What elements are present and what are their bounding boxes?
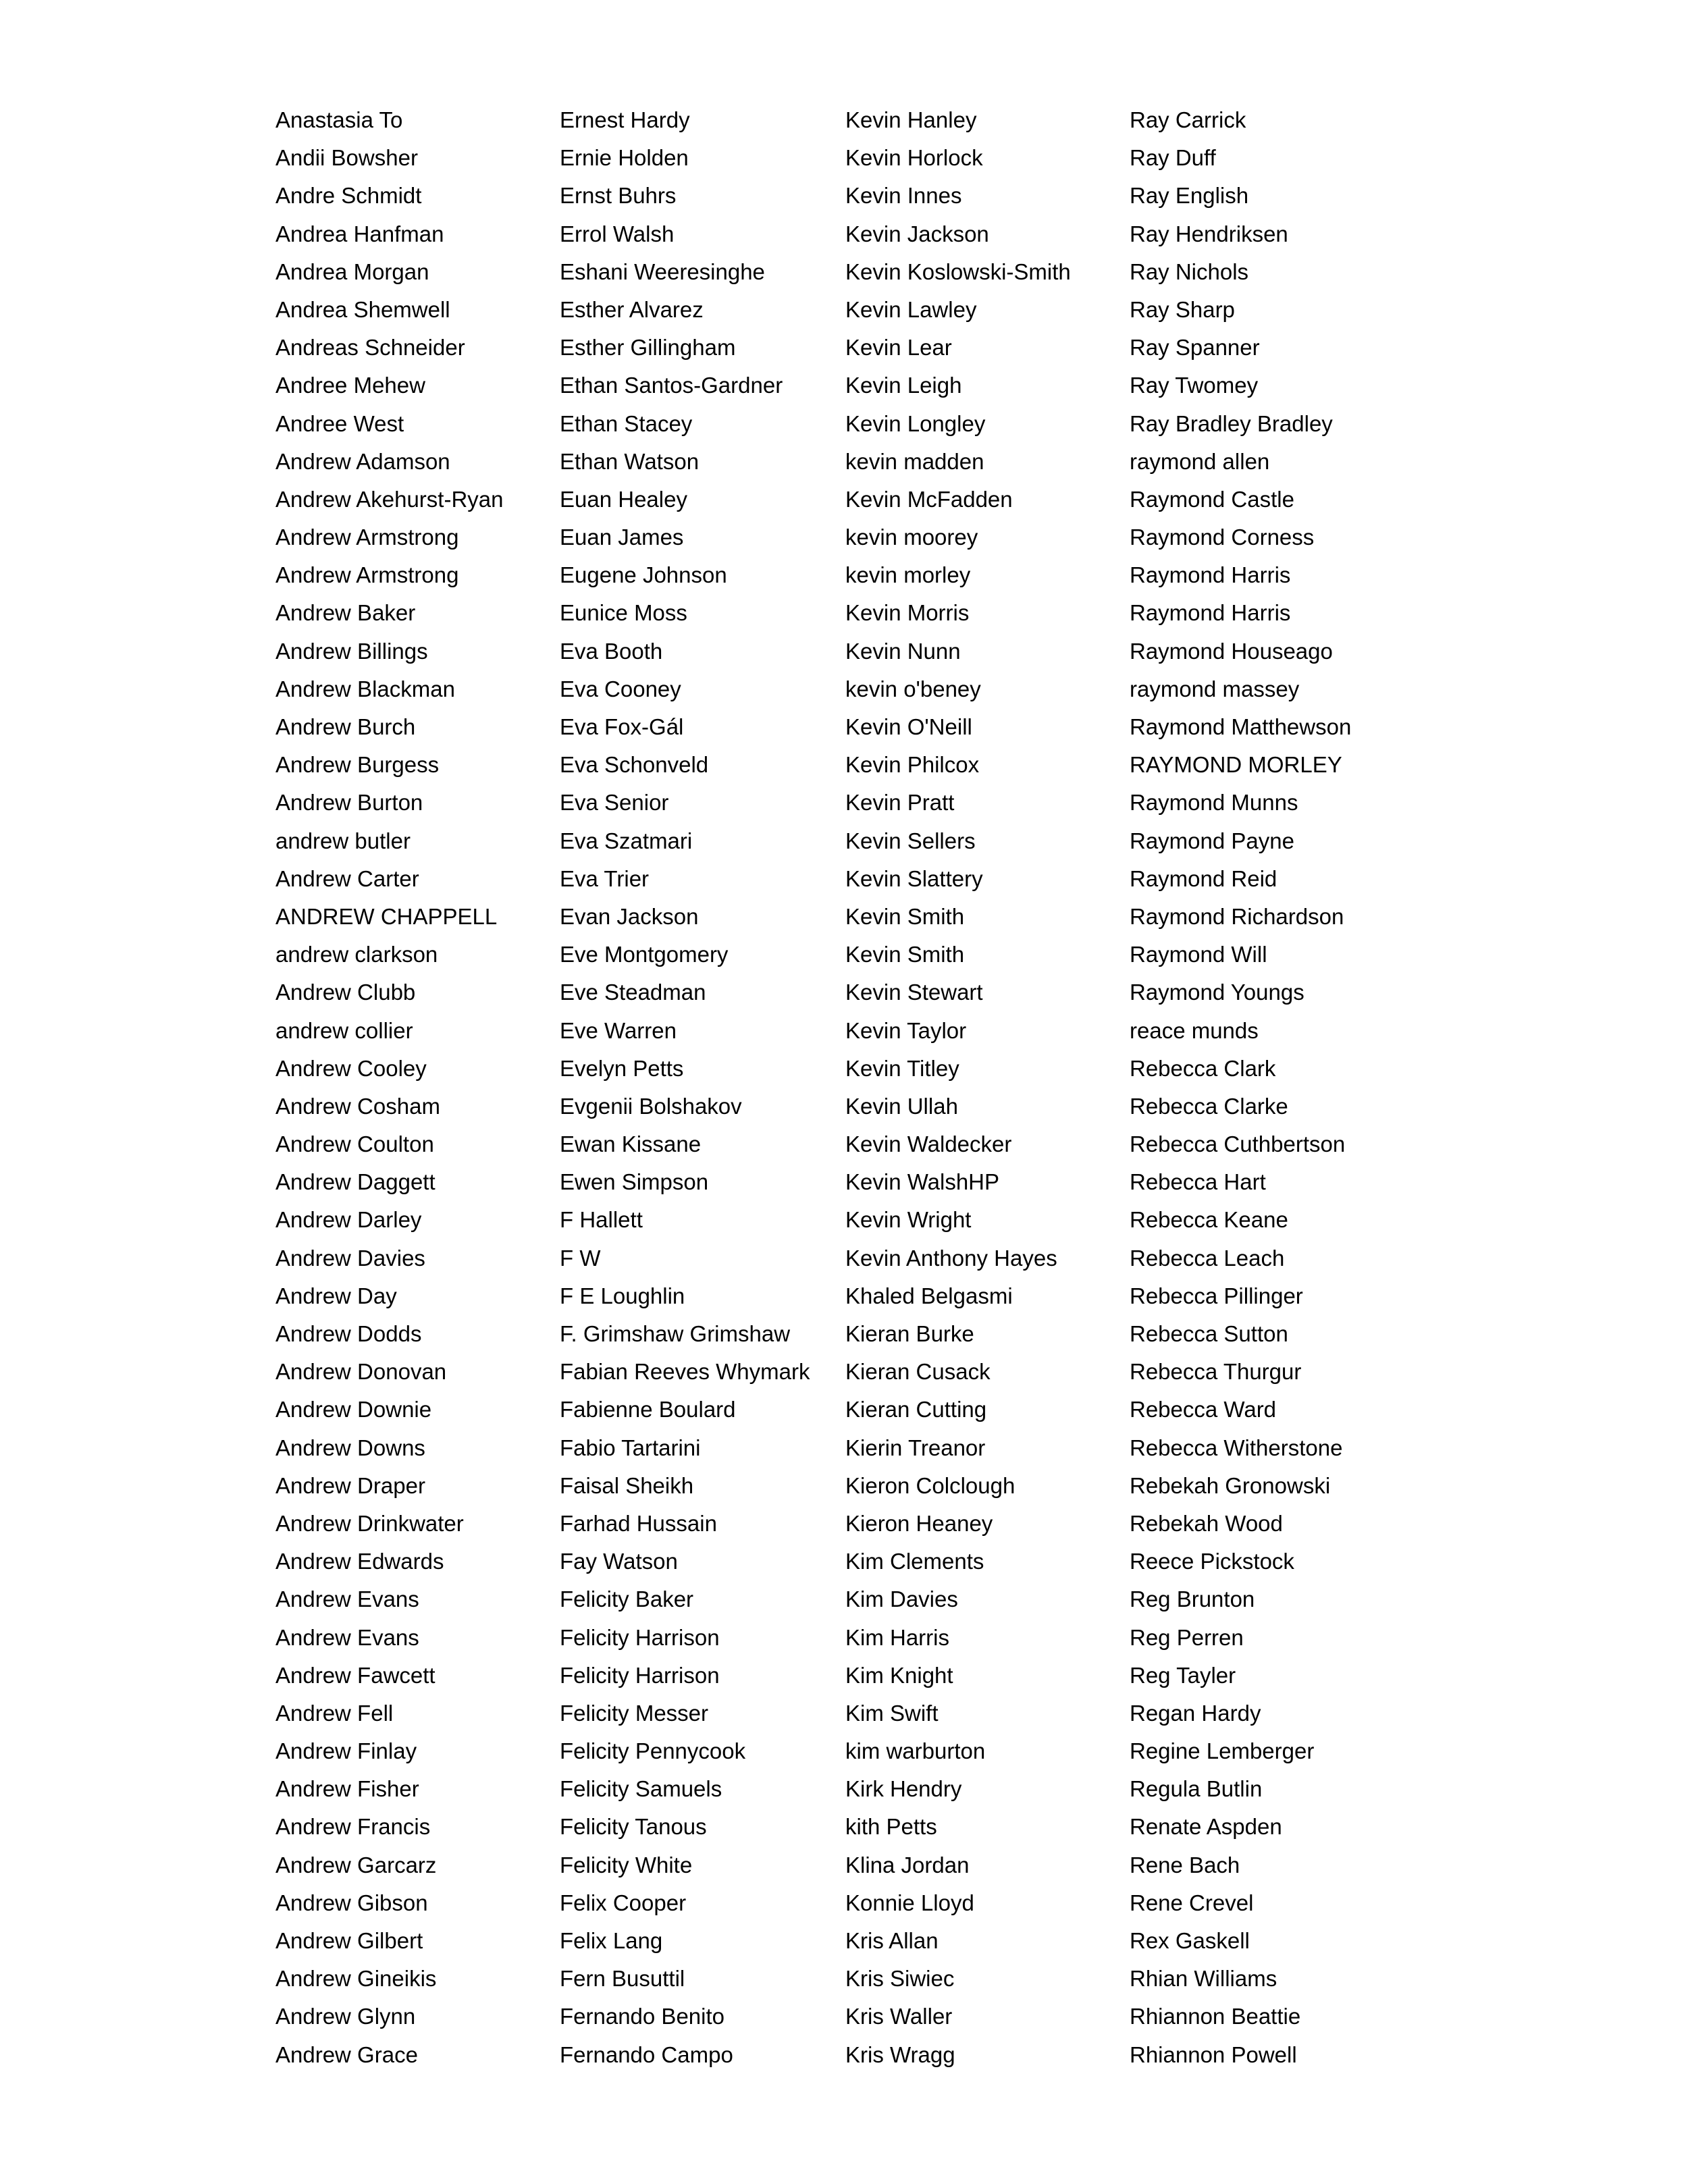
name-entry: Kevin Titley [845, 1055, 959, 1081]
name-entry: Eva Schonveld [560, 752, 709, 778]
name-entry: andrew collier [275, 1017, 413, 1043]
name-entry: Faisal Sheikh [560, 1472, 694, 1498]
name-entry: Kim Clements [845, 1549, 984, 1574]
name-entry: F Hallett [560, 1207, 643, 1233]
name-entry: Kevin Innes [845, 183, 962, 209]
name-column-1 [275, 101, 559, 2074]
name-entry: F W [560, 1245, 601, 1271]
name-entry: Eva Fox-Gál [560, 714, 684, 739]
name-entry: Kevin Morris [845, 600, 970, 626]
name-entry: reace munds [1130, 1017, 1259, 1043]
name-entry: Andrea Shemwell [275, 296, 450, 322]
name-entry: Ray Twomey [1130, 373, 1259, 398]
name-entry: Andrew Cooley [275, 1055, 427, 1081]
name-entry: Kevin Anthony Hayes [845, 1245, 1057, 1271]
name-entry: Felicity Baker [560, 1587, 694, 1612]
name-entry: Ray English [1130, 183, 1249, 209]
name-entry: Evelyn Petts [560, 1055, 684, 1081]
name-entry: Euan James [560, 525, 684, 550]
name-entry: Errol Walsh [560, 221, 675, 246]
name-entry: kevin moorey [845, 525, 978, 550]
name-entry: Andrew Edwards [275, 1549, 444, 1574]
name-entry: Felix Lang [560, 1928, 663, 1953]
name-entry: Raymond Houseago [1130, 638, 1333, 664]
name-entry: Klina Jordan [845, 1852, 970, 1877]
name-entry: Ray Duff [1130, 145, 1216, 171]
name-entry: Euan Healey [560, 486, 687, 512]
name-entry: Andrew Armstrong [275, 562, 459, 588]
name-entry: Felicity Messer [560, 1700, 709, 1726]
name-entry: Ewan Kissane [560, 1131, 702, 1157]
name-entry: Kevin Koslowski-Smith [845, 259, 1071, 284]
name-entry: Andrew Baker [275, 600, 416, 626]
name-entry: Andrew Darley [275, 1207, 422, 1233]
name-entry: Eugene Johnson [560, 562, 727, 588]
name-entry: Rene Bach [1130, 1852, 1240, 1877]
name-entry: Andrew Gilbert [275, 1928, 423, 1953]
name-entry: Rene Crevel [1130, 1890, 1254, 1915]
name-entry: Ray Spanner [1130, 335, 1260, 361]
name-entry: Reg Tayler [1130, 1662, 1236, 1688]
name-entry: Kevin Wright [845, 1207, 972, 1233]
name-entry: Andrew Donovan [275, 1359, 447, 1385]
name-entry: Eva Cooney [560, 676, 681, 701]
name-entry: Andrew Daggett [275, 1169, 436, 1195]
name-entry: Eva Trier [560, 865, 650, 891]
name-column-2 [560, 101, 843, 2074]
name-entry: Kevin Taylor [845, 1017, 967, 1043]
name-entry: Ray Hendriksen [1130, 221, 1288, 246]
name-entry: RAYMOND MORLEY [1130, 752, 1342, 778]
name-entry: Rebekah Wood [1130, 1510, 1283, 1536]
name-entry: Andrew Finlay [275, 1738, 417, 1764]
name-entry: Eve Montgomery [560, 942, 729, 967]
name-entry: Raymond Harris [1130, 562, 1291, 588]
name-entry: Felicity Tanous [560, 1814, 707, 1840]
name-entry: Kevin Sellers [845, 828, 976, 853]
name-entry: Kevin Waldecker [845, 1131, 1012, 1157]
name-entry: Rebecca Clarke [1130, 1093, 1288, 1119]
name-entry: Andrew Gineikis [275, 1966, 437, 1992]
name-entry: Reece Pickstock [1130, 1549, 1294, 1574]
name-entry: Kevin Philcox [845, 752, 980, 778]
name-entry: raymond allen [1130, 448, 1270, 474]
name-entry: Kris Wragg [845, 2042, 955, 2067]
name-entry: Fabio Tartarini [560, 1435, 701, 1460]
name-entry: Evan Jackson [560, 903, 699, 929]
name-entry: Andrew Blackman [275, 676, 455, 701]
name-entry: Andrew Day [275, 1283, 397, 1308]
name-entry: Andrew Dodds [275, 1321, 422, 1346]
name-entry: Kevin Leigh [845, 373, 962, 398]
name-column-3 [845, 101, 1129, 2074]
name-entry: Andree Mehew [275, 373, 425, 398]
name-entry: Fabian Reeves Whymark [560, 1359, 810, 1385]
name-entry: kith Petts [845, 1814, 937, 1840]
name-entry: Rebecca Thurgur [1130, 1359, 1302, 1385]
name-entry: Kevin Lear [845, 335, 952, 361]
name-entry: Andrew Fisher [275, 1776, 419, 1802]
name-entry: Andrew Adamson [275, 448, 450, 474]
name-entry: Andrew Downs [275, 1435, 425, 1460]
name-entry: Kevin Stewart [845, 980, 983, 1005]
name-entry: Eunice Moss [560, 600, 687, 626]
name-entry: Fern Busuttil [560, 1966, 685, 1992]
name-entry: Rebecca Pillinger [1130, 1283, 1303, 1308]
name-entry: Eshani Weeresinghe [560, 259, 765, 284]
name-entry: Andrew Burch [275, 714, 416, 739]
name-entry: Kieran Cusack [845, 1359, 991, 1385]
name-entry: andrew butler [275, 828, 411, 853]
name-entry: Kevin Nunn [845, 638, 961, 664]
name-entry: Reg Brunton [1130, 1587, 1255, 1612]
name-entry: Rebecca Hart [1130, 1169, 1266, 1195]
name-entry: Anastasia To [275, 107, 403, 132]
name-entry: Andrew Downie [275, 1397, 432, 1422]
name-entry: Kieran Burke [845, 1321, 974, 1346]
name-entry: Andrew Draper [275, 1472, 425, 1498]
name-entry: Renate Aspden [1130, 1814, 1282, 1840]
name-entry: Ernest Hardy [560, 107, 690, 132]
name-entry: Rebecca Keane [1130, 1207, 1288, 1233]
name-entry: Andii Bowsher [275, 145, 418, 171]
name-entry: Fernando Campo [560, 2042, 733, 2067]
name-entry: Felix Cooper [560, 1890, 687, 1915]
name-entry: Ray Nichols [1130, 259, 1249, 284]
name-entry: Khaled Belgasmi [845, 1283, 1013, 1308]
name-entry: Andre Schmidt [275, 183, 422, 209]
name-entry: Raymond Castle [1130, 486, 1294, 512]
name-entry: Andrew Akehurst-Ryan [275, 486, 504, 512]
name-entry: Andrew Burton [275, 790, 423, 816]
name-entry: Felicity Harrison [560, 1662, 720, 1688]
name-entry: Kevin Slattery [845, 865, 983, 891]
name-entry: Andrew Fell [275, 1700, 394, 1726]
name-entry: Andrew Evans [275, 1624, 419, 1650]
name-entry: Eva Szatmari [560, 828, 693, 853]
name-entry: Rebecca Sutton [1130, 1321, 1288, 1346]
name-entry: Reg Perren [1130, 1624, 1244, 1650]
name-entry: Andrew Cosham [275, 1093, 440, 1119]
name-entry: Kevin McFadden [845, 486, 1013, 512]
name-entry: Andrew Evans [275, 1587, 419, 1612]
name-entry: andrew clarkson [275, 942, 438, 967]
name-entry: Andrew Fawcett [275, 1662, 436, 1688]
name-entry: Kevin Pratt [845, 790, 955, 816]
name-entry: Regine Lemberger [1130, 1738, 1315, 1764]
name-entry: kevin o'beney [845, 676, 981, 701]
name-entry: Raymond Will [1130, 942, 1267, 967]
name-entry: Rhiannon Powell [1130, 2042, 1297, 2067]
name-entry: Kevin Horlock [845, 145, 983, 171]
name-entry: Kim Harris [845, 1624, 949, 1650]
name-entry: Regan Hardy [1130, 1700, 1261, 1726]
name-entry: Eve Warren [560, 1017, 677, 1043]
name-entry: Kris Allan [845, 1928, 939, 1953]
name-column-4 [1130, 101, 1413, 2074]
name-entry: Kevin Ullah [845, 1093, 958, 1119]
name-entry: Andrew Gibson [275, 1890, 428, 1915]
name-entry: Rebecca Clark [1130, 1055, 1276, 1081]
name-entry: Ernst Buhrs [560, 183, 677, 209]
name-entry: Rebecca Cuthbertson [1130, 1131, 1346, 1157]
name-entry: kevin morley [845, 562, 971, 588]
name-entry: kevin madden [845, 448, 984, 474]
name-entry: Andrew Glynn [275, 2004, 416, 2029]
name-entry: Andrew Francis [275, 1814, 431, 1840]
name-entry: Eva Booth [560, 638, 663, 664]
name-entry: F E Loughlin [560, 1283, 685, 1308]
name-entry: Kim Knight [845, 1662, 953, 1688]
name-entry: Rex Gaskell [1130, 1928, 1250, 1953]
name-entry: Kevin O'Neill [845, 714, 972, 739]
name-entry: Kieran Cutting [845, 1397, 987, 1422]
name-entry: Kevin Longley [845, 410, 986, 436]
name-entry: Kim Davies [845, 1587, 958, 1612]
name-entry: Raymond Munns [1130, 790, 1298, 816]
name-entry: Raymond Youngs [1130, 980, 1304, 1005]
name-entry: Farhad Hussain [560, 1510, 717, 1536]
name-entry: Andrew Davies [275, 1245, 425, 1271]
name-entry: Felicity Pennycook [560, 1738, 746, 1764]
name-entry: Raymond Payne [1130, 828, 1294, 853]
name-entry: F. Grimshaw Grimshaw [560, 1321, 791, 1346]
name-entry: Fernando Benito [560, 2004, 725, 2029]
name-entry: Kieron Heaney [845, 1510, 993, 1536]
name-entry: Rebekah Gronowski [1130, 1472, 1331, 1498]
name-entry: Kris Siwiec [845, 1966, 955, 1992]
name-entry: Kierin Treanor [845, 1435, 986, 1460]
name-entry: Fabienne Boulard [560, 1397, 736, 1422]
name-entry: ANDREW CHAPPELL [275, 903, 498, 929]
name-entry: Kevin Jackson [845, 221, 989, 246]
name-entry: Rebecca Witherstone [1130, 1435, 1343, 1460]
name-entry: Andrew Grace [275, 2042, 418, 2067]
name-entry: Kim Swift [845, 1700, 939, 1726]
name-entry: Andrew Drinkwater [275, 1510, 464, 1536]
name-entry: Andrew Billings [275, 638, 428, 664]
name-entry: Ray Bradley Bradley [1130, 410, 1333, 436]
name-entry: Andrew Clubb [275, 980, 416, 1005]
name-entry: Raymond Matthewson [1130, 714, 1352, 739]
name-entry: Rebecca Ward [1130, 1397, 1277, 1422]
name-entry: Andree West [275, 410, 404, 436]
name-entry: Kevin WalshHP [845, 1169, 1000, 1195]
name-entry: Kevin Hanley [845, 107, 977, 132]
name-entry: Rhiannon Beattie [1130, 2004, 1301, 2029]
name-entry: raymond massey [1130, 676, 1300, 701]
name-entry: Esther Gillingham [560, 335, 736, 361]
name-entry: Andreas Schneider [275, 335, 465, 361]
name-entry: Andrew Garcarz [275, 1852, 437, 1877]
name-entry: Raymond Corness [1130, 525, 1315, 550]
name-entry: Ethan Stacey [560, 410, 693, 436]
name-entry: Ernie Holden [560, 145, 689, 171]
name-entry: Andrew Armstrong [275, 525, 459, 550]
name-entry: Andrea Hanfman [275, 221, 444, 246]
name-entry: Kris Waller [845, 2004, 953, 2029]
name-entry: Andrew Coulton [275, 1131, 434, 1157]
name-entry: Ray Carrick [1130, 107, 1246, 132]
name-entry: Kieron Colclough [845, 1472, 1016, 1498]
name-entry: Andrew Carter [275, 865, 419, 891]
name-entry: Rhian Williams [1130, 1966, 1277, 1992]
name-entry: Andrew Burgess [275, 752, 440, 778]
name-entry: Kevin Smith [845, 942, 965, 967]
name-entry: Kevin Lawley [845, 296, 977, 322]
name-entry: Ethan Watson [560, 448, 700, 474]
name-entry: Kevin Smith [845, 903, 965, 929]
name-entry: Esther Alvarez [560, 296, 704, 322]
name-entry: Ray Sharp [1130, 296, 1235, 322]
name-entry: Ewen Simpson [560, 1169, 709, 1195]
name-entry: Andrea Morgan [275, 259, 429, 284]
name-entry: Felicity White [560, 1852, 693, 1877]
name-entry: Konnie Lloyd [845, 1890, 974, 1915]
name-entry: Raymond Richardson [1130, 903, 1344, 929]
name-entry: Felicity Harrison [560, 1624, 720, 1650]
name-entry: Fay Watson [560, 1549, 678, 1574]
name-entry: Raymond Harris [1130, 600, 1291, 626]
name-entry: Ethan Santos-Gardner [560, 373, 783, 398]
name-entry: Rebecca Leach [1130, 1245, 1285, 1271]
name-entry: kim warburton [845, 1738, 986, 1764]
name-entry: Raymond Reid [1130, 865, 1277, 891]
name-entry: Eve Steadman [560, 980, 706, 1005]
name-entry: Kirk Hendry [845, 1776, 962, 1802]
name-entry: Felicity Samuels [560, 1776, 722, 1802]
name-entry: Evgenii Bolshakov [560, 1093, 742, 1119]
name-entry: Regula Butlin [1130, 1776, 1263, 1802]
name-entry: Eva Senior [560, 790, 669, 816]
